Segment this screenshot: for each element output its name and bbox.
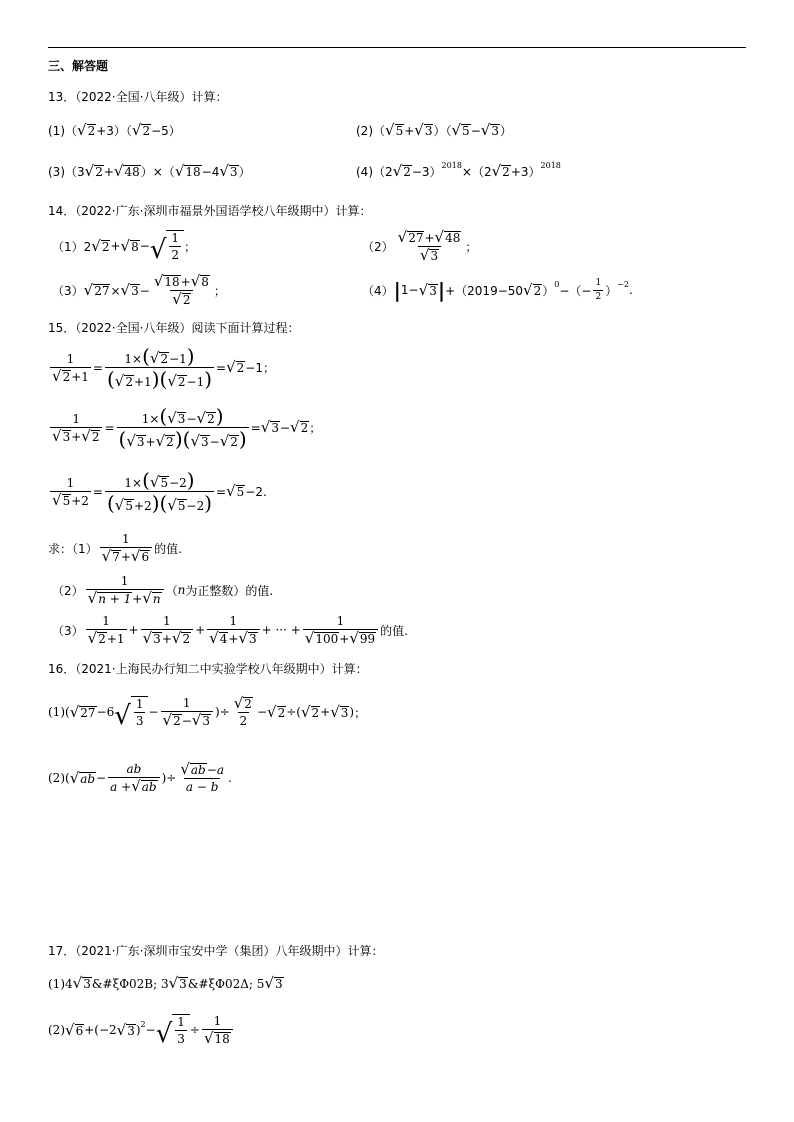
q13-header: 13．（2022·全国·八年级）计算： [48,90,228,104]
q13-part4: (4)（2 √ 2 −3） 2018 ×（2 √ 2 +3） 2018 [356,161,561,180]
q13-part1: (1)（ √ 2 +3）（ √ 2 −5） [48,121,181,139]
q17-part1: (1)4 √ 3 &#ξΦ02B; 3 √ 3 &#ξΦ02Δ; 5 √ 3 [48,974,283,992]
q14-part4: （4） | 1− √ 3 | +（2019−50 √ 2 ） 0 −（− $\frac{1}{2}$ ） −2 . [362,278,633,303]
q15-ask2: （2） 1 √ n + 1 + √ n （ n 为正整数）的值. [52,574,274,608]
q13-part3: (3)（3 √ 2 + √ 48 ）×（ √ 18 −4 √ 3 ） [48,162,251,180]
q15-row3: 1 √ 5 +2 = 1×( √ 5 −2) ( √ 5 +2)( √ 5 −2) = √ 5 −2. [52,468,267,516]
q17-part2: (2) √ 6 +(−2 √ 3 ) 2 − √ $\frac{1}{3}$ ÷ 1 √ 18 [48,1014,235,1047]
q15-row1: 1 √ 2 +1 = 1×( √ 2 −1) ( √ 2 +1)( √ 2 −1) = √ 2 −1； [52,344,275,392]
q15-ask3: （3） 1 √ 2 +1 + 1 √ 3 + √ 2 + 1 √ 4 + √ 3 + ··· + 1 √ 100 + √ 99 的值. [52,614,408,648]
q13-part2: (2)（ √ 5 + √ 3 ）（ √ 5 − √ 3 ） [356,121,512,139]
q14-part3: （3） √ 27 × √ 3 − √ 18 + √ 8 √ 2 ； [52,272,226,309]
q16-header: 16．（2021·上海民办行知二中实验学校八年级期中）计算： [48,662,368,676]
q17-header: 17．（2021·广东·深圳市宝安中学（集团）八年级期中）计算： [48,944,384,958]
q14-header: 14．（2022·广东·深圳市福景外国语学校八年级期中）计算： [48,204,372,218]
q14-part1: （1）2 √ 2 + √ 8 − √ $\frac{1}{2}$ ； [52,231,197,265]
q16-part1: (1)( √ 27 − 6 √ $\frac{1}{3}$ − 1 √ 2 − √ 3 ) ÷ √ 2 2 − √ 2 ÷ ( √ 2 + √ 3 ) ； [48,694,367,731]
q15-ask1: 求：（1） 1 √ 7 + √ 6 的值. [48,532,182,566]
q15-header: 15．（2022·全国·八年级）阅读下面计算过程： [48,321,300,335]
q14-part2: （2） √ 27 + √ 48 √ 3 ； [362,228,478,265]
q16-part2: (2)( √ ab − ab a + √ ab ) ÷ √ ab −a a − b . [48,760,232,796]
top-rule [48,47,746,48]
q15-row2: 1 √ 3 + √ 2 = 1×( √ 3 − √ 2 ) ( √ 3 + √ 2 )( √ 3 − √ 2 ) = √ 3 − √ 2 ； [52,404,322,452]
section-title: 三、解答题 [48,59,109,73]
